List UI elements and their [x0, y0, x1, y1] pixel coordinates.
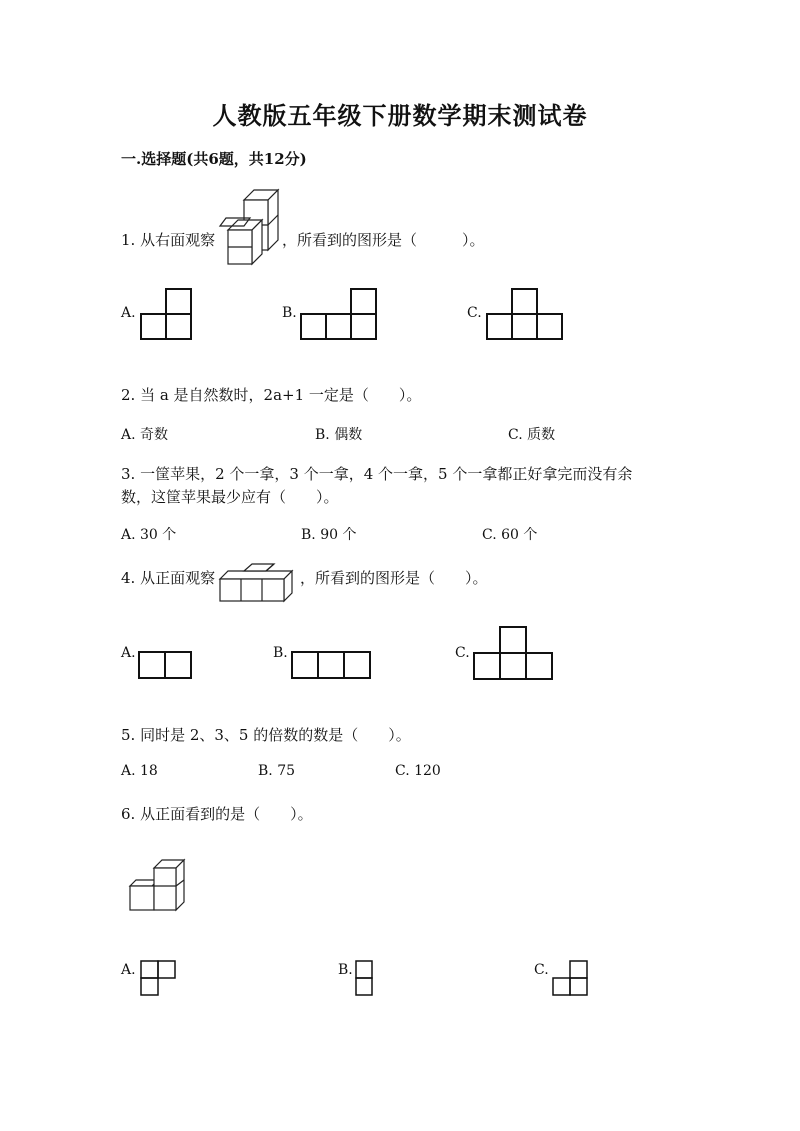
q4-option-a[interactable]: A. — [121, 645, 136, 661]
question-2-text: 2. 当 a 是自然数时，2a+1 一定是（ ）。 — [121, 386, 422, 404]
section-heading: 一.选择题(共6题，共12分) — [121, 150, 307, 168]
q2-option-c[interactable]: C. 质数 — [508, 427, 556, 443]
q6-option-b-figure — [355, 960, 373, 996]
question-1-suffix: ，所看到的图形是（ ）。 — [282, 231, 485, 249]
q1-option-b[interactable]: B. — [282, 305, 297, 321]
q2-option-a[interactable]: A. 奇数 — [121, 427, 169, 443]
q4-option-a-figure — [138, 651, 192, 679]
q2-option-b[interactable]: B. 偶数 — [315, 427, 363, 443]
q1-option-a-figure — [140, 288, 192, 340]
q1-option-a[interactable]: A. — [121, 305, 136, 321]
q5-option-a[interactable]: A. 18 — [121, 763, 158, 779]
question-1-prefix: 1. 从右面观察 — [121, 231, 216, 249]
q4-option-c-figure — [473, 626, 553, 680]
question-3-line-1: 3. 一筐苹果，2 个一拿，3 个一拿，4 个一拿，5 个一拿都正好拿完而没有余 — [121, 465, 633, 483]
question-5-text: 5. 同时是 2、3、5 的倍数的数是（ ）。 — [121, 726, 411, 744]
q5-option-b[interactable]: B. 75 — [258, 763, 296, 779]
q3-option-b[interactable]: B. 90 个 — [301, 527, 357, 543]
q1-option-b-figure — [300, 288, 377, 340]
page-title: 人教版五年级下册数学期末测试卷 — [212, 101, 588, 130]
q4-option-c[interactable]: C. — [455, 645, 470, 661]
question-3-line-2: 数，这筐苹果最少应有（ ）。 — [121, 488, 339, 506]
q6-option-b[interactable]: B. — [338, 962, 353, 978]
question-6-text: 6. 从正面看到的是（ ）。 — [121, 805, 313, 823]
q6-option-c[interactable]: C. — [534, 962, 549, 978]
q5-option-c[interactable]: C. 120 — [395, 763, 441, 779]
question-4-suffix: ，所看到的图形是（ ）。 — [300, 569, 488, 587]
question-6-cube-figure — [128, 858, 188, 912]
q6-option-a[interactable]: A. — [121, 962, 136, 978]
q1-option-c-figure — [486, 288, 563, 340]
q3-option-c[interactable]: C. 60 个 — [482, 527, 538, 543]
question-4-prefix: 4. 从正面观察 — [121, 569, 216, 587]
q4-option-b-figure — [291, 651, 371, 679]
question-1-cube-figure — [218, 188, 278, 266]
question-4-cube-figure — [218, 563, 298, 603]
q4-option-b[interactable]: B. — [273, 645, 288, 661]
q6-option-a-figure — [140, 960, 176, 996]
q1-option-c[interactable]: C. — [467, 305, 482, 321]
q3-option-a[interactable]: A. 30 个 — [121, 527, 177, 543]
q6-option-c-figure — [552, 960, 588, 996]
